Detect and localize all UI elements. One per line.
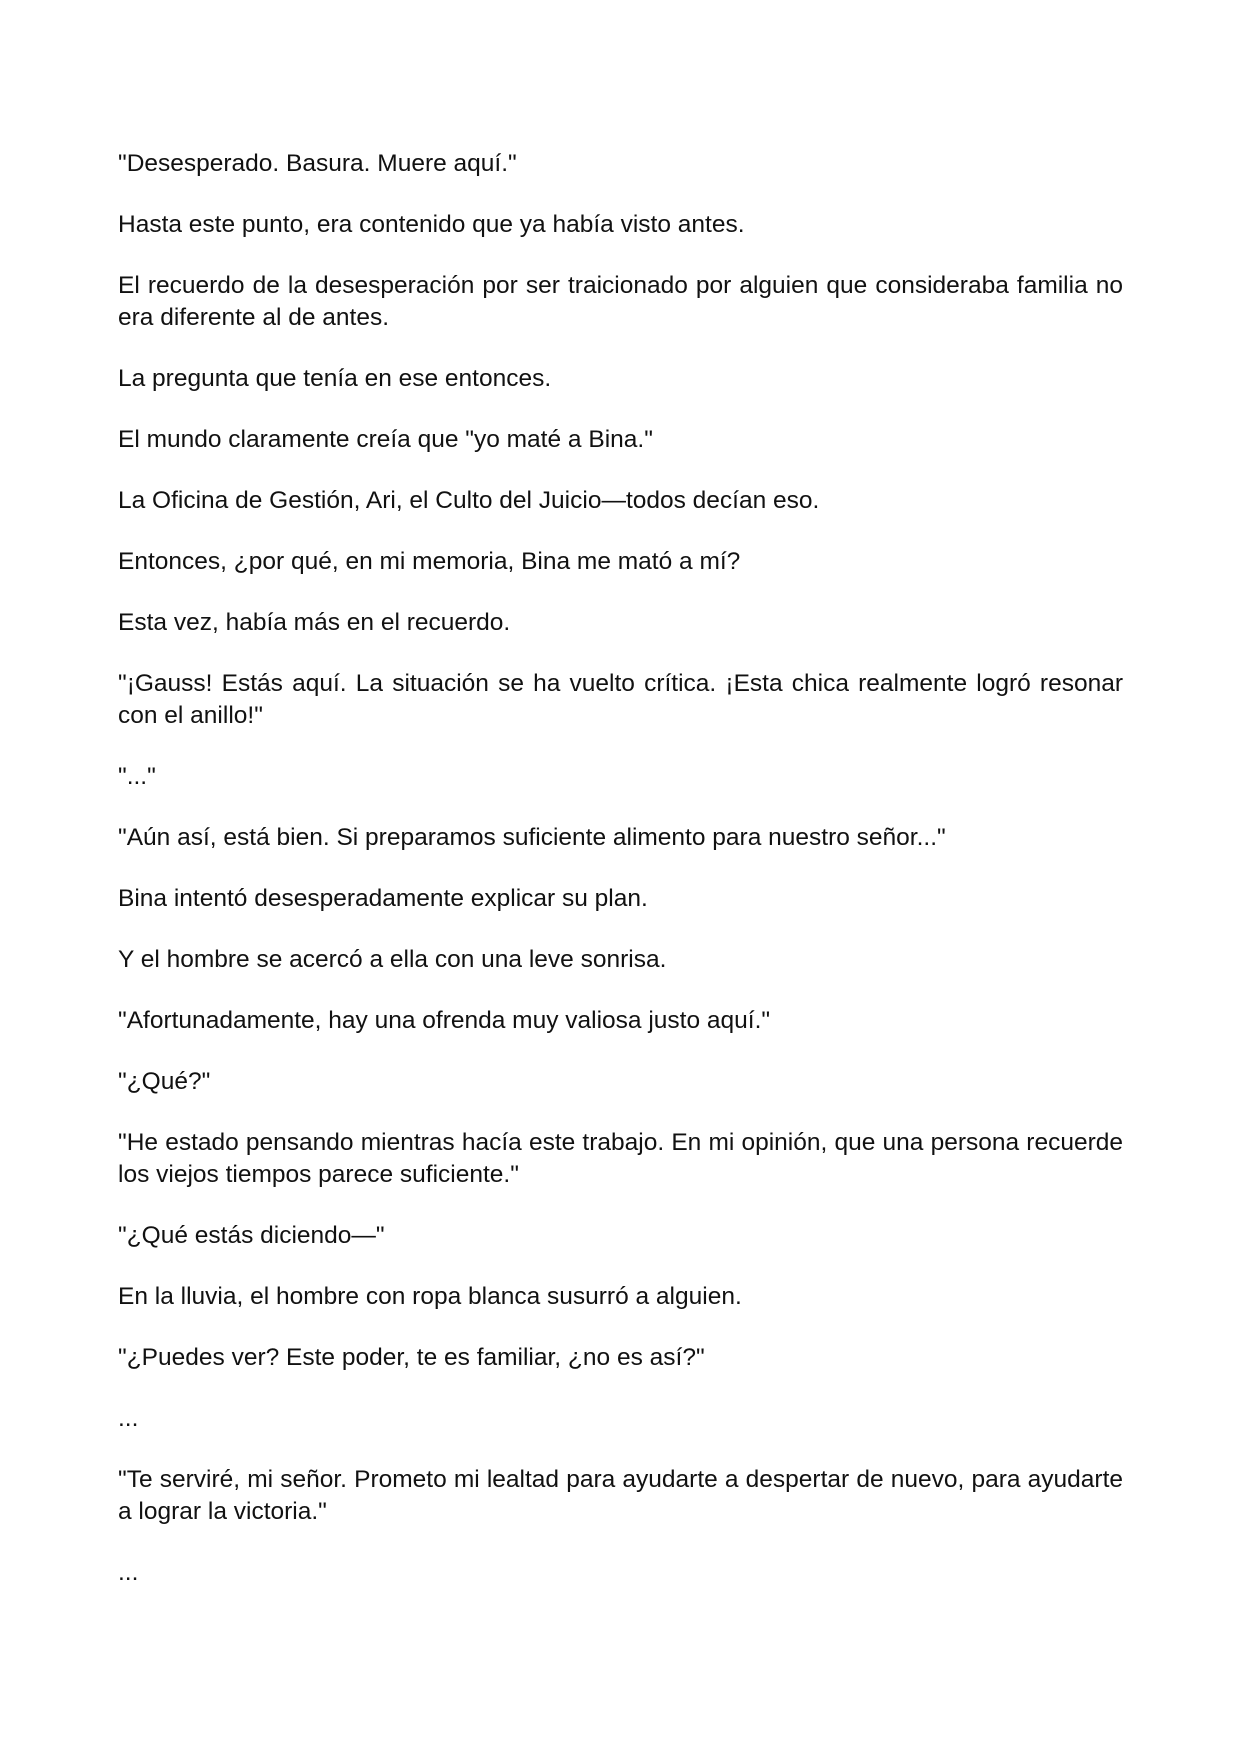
paragraph: "¡Gauss! Estás aquí. La situación se ha vuelto crítica. ¡Esta chica realmente logró resonar con el anillo!" xyxy=(118,670,1123,729)
paragraph: La pregunta que tenía en ese entonces. xyxy=(118,365,552,392)
paragraph: Entonces, ¿por qué, en mi memoria, Bina me mató a mí? xyxy=(118,548,741,575)
paragraph: "¿Qué?" xyxy=(118,1068,211,1095)
paragraph: Esta vez, había más en el recuerdo. xyxy=(118,609,511,636)
paragraph: El recuerdo de la desesperación por ser traicionado por alguien que consideraba familia no era diferente al de antes. xyxy=(118,272,1123,331)
paragraph: "Te serviré, mi señor. Prometo mi lealtad para ayudarte a despertar de nuevo, para ayudarte a lograr la victoria." xyxy=(118,1466,1123,1525)
paragraph: "Aún así, está bien. Si preparamos suficiente alimento para nuestro señor..." xyxy=(118,824,946,851)
paragraph: Y el hombre se acercó a ella con una leve sonrisa. xyxy=(118,946,667,973)
paragraph: La Oficina de Gestión, Ari, el Culto del Juicio—todos decían eso. xyxy=(118,487,820,514)
paragraph: El mundo claramente creía que "yo maté a Bina." xyxy=(118,426,653,453)
paragraph: "Afortunadamente, hay una ofrenda muy valiosa justo aquí." xyxy=(118,1007,771,1034)
paragraph: "¿Qué estás diciendo—" xyxy=(118,1222,385,1249)
paragraph: "¿Puedes ver? Este poder, te es familiar, ¿no es así?" xyxy=(118,1344,705,1371)
paragraph: ... xyxy=(118,1559,139,1586)
document-body xyxy=(118,148,1123,1618)
paragraph: ... xyxy=(118,1405,139,1432)
paragraph: "..." xyxy=(118,763,156,790)
paragraph: "He estado pensando mientras hacía este trabajo. En mi opinión, que una persona recuerde los viejos tiempos parece suficiente." xyxy=(118,1129,1123,1188)
paragraph: Hasta este punto, era contenido que ya había visto antes. xyxy=(118,211,745,238)
paragraph: En la lluvia, el hombre con ropa blanca susurró a alguien. xyxy=(118,1283,742,1310)
paragraph: "Desesperado. Basura. Muere aquí." xyxy=(118,150,517,177)
paragraph: Bina intentó desesperadamente explicar su plan. xyxy=(118,885,648,912)
